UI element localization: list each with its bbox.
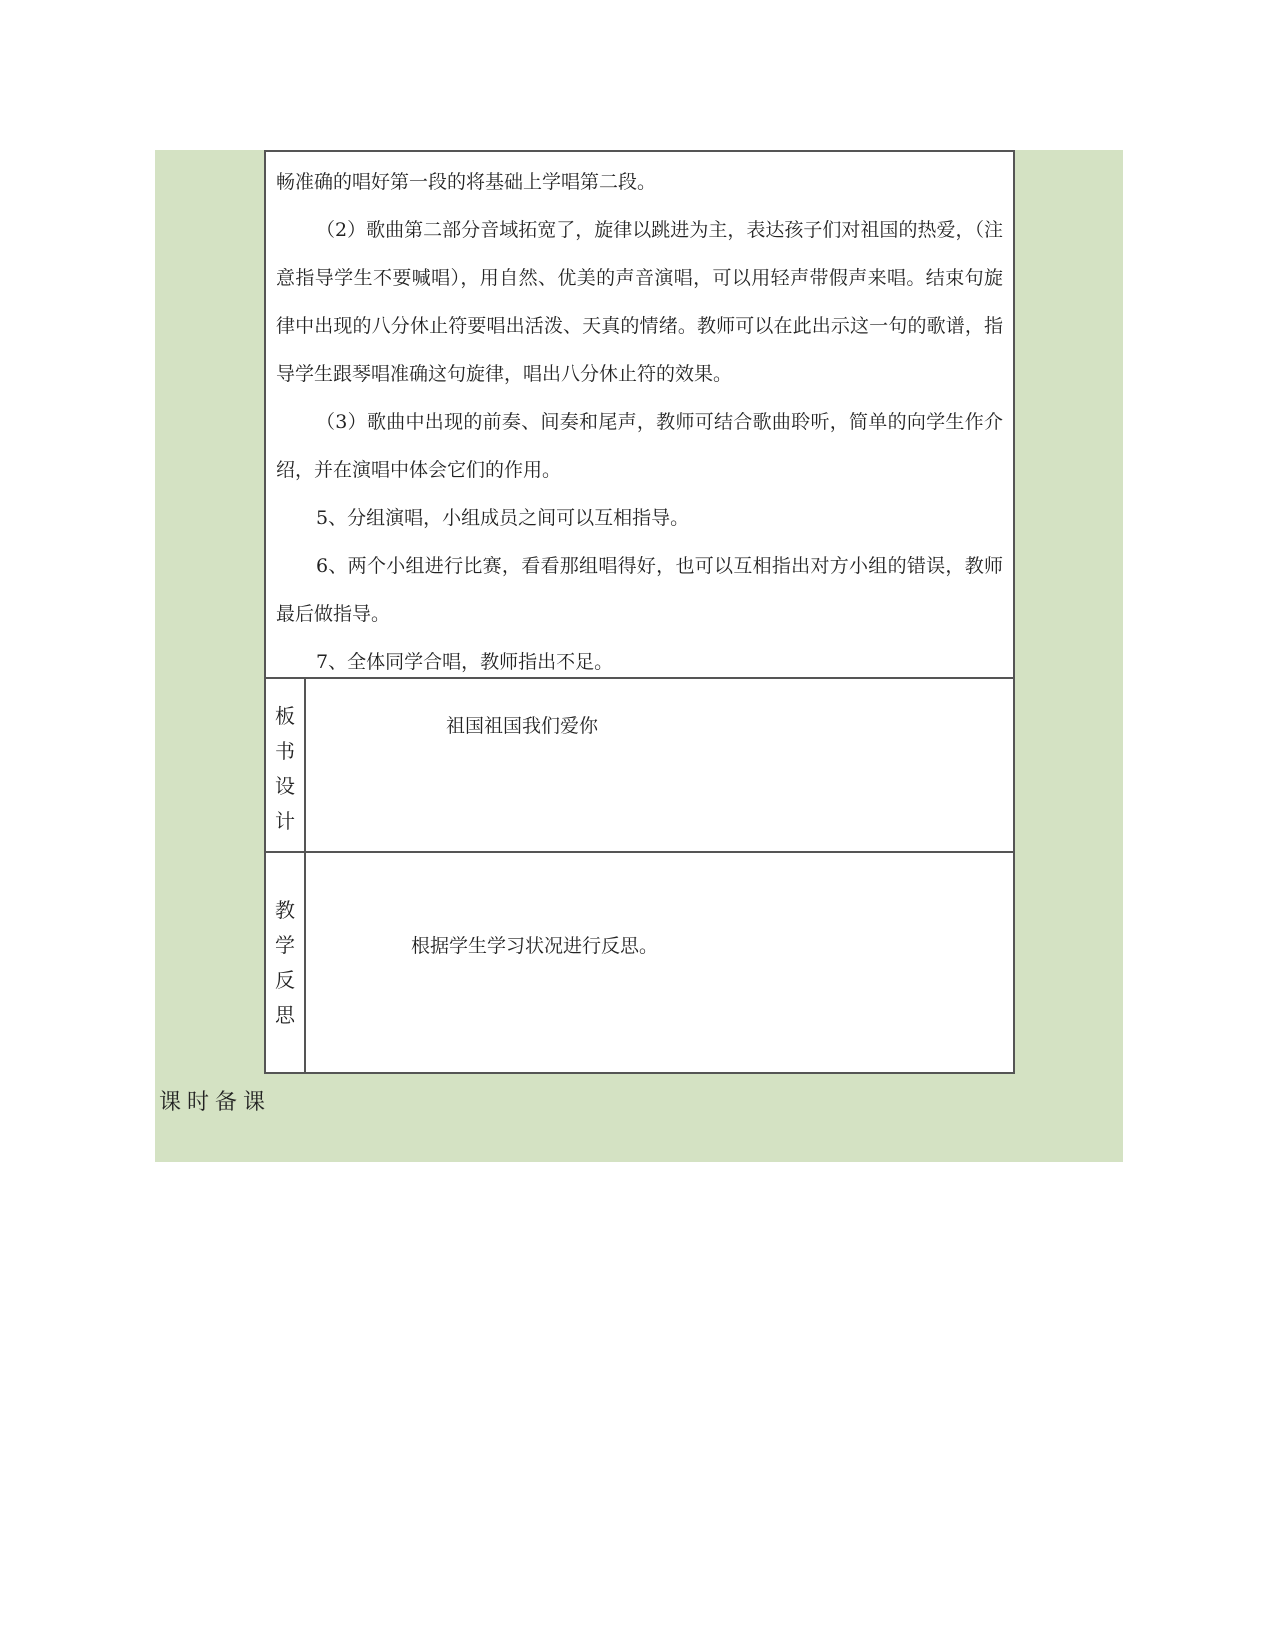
paragraph: （3）歌曲中出现的前奏、间奏和尾声，教师可结合歌曲聆听，简单的向学生作介绍，并在演唱中体会它们的作用。 [276,411,1003,481]
board-design-content-cell [306,679,1013,851]
reflection-text: 根据学生学习状况进行反思。 [411,935,659,957]
paragraph: （2）歌曲第二部分音域拓宽了，旋律以跳进为主，表达孩子们对祖国的热爱，（注意指导学生不要喊唱），用自然、优美的声音演唱，可以用轻声带假声来唱。结束句旋律中出现的八分休止符要唱出活泼、天真的情绪。教师可以在此出示这一句的歌谱，指导学生跟琴唱准确这句旋律，唱出八分休止符的效果。 [276,219,1003,385]
teaching-reflection-content-cell [306,853,1013,1072]
paragraph: 畅准确的唱好第一段的将基础上学唱第二段。 [276,171,657,193]
teaching-reflection-row [266,853,1013,1072]
label-char: 设 [275,774,295,798]
board-design-text: 祖国祖国我们爱你 [446,715,599,737]
board-design-row [266,679,1013,853]
footer-label: 课时备课 [159,1090,272,1115]
paragraph: 6、两个小组进行比赛，看看那组唱得好，也可以互相指出对方小组的错误，教师最后做指导。 [276,555,1003,625]
label-char: 学 [275,933,295,957]
label-char: 教 [275,898,295,922]
label-char: 计 [275,809,295,833]
teaching-process-cell [266,152,1013,679]
lesson-plan-table [264,150,1015,1074]
teaching-reflection-label [266,853,306,1072]
paragraph: 7、全体同学合唱，教师指出不足。 [316,651,614,673]
board-design-label [266,679,306,851]
label-char: 板 [275,704,295,728]
label-char: 书 [275,739,295,763]
label-char: 思 [275,1003,295,1027]
paragraph: 5、分组演唱，小组成员之间可以互相指导。 [316,507,690,529]
label-char: 反 [275,968,295,992]
